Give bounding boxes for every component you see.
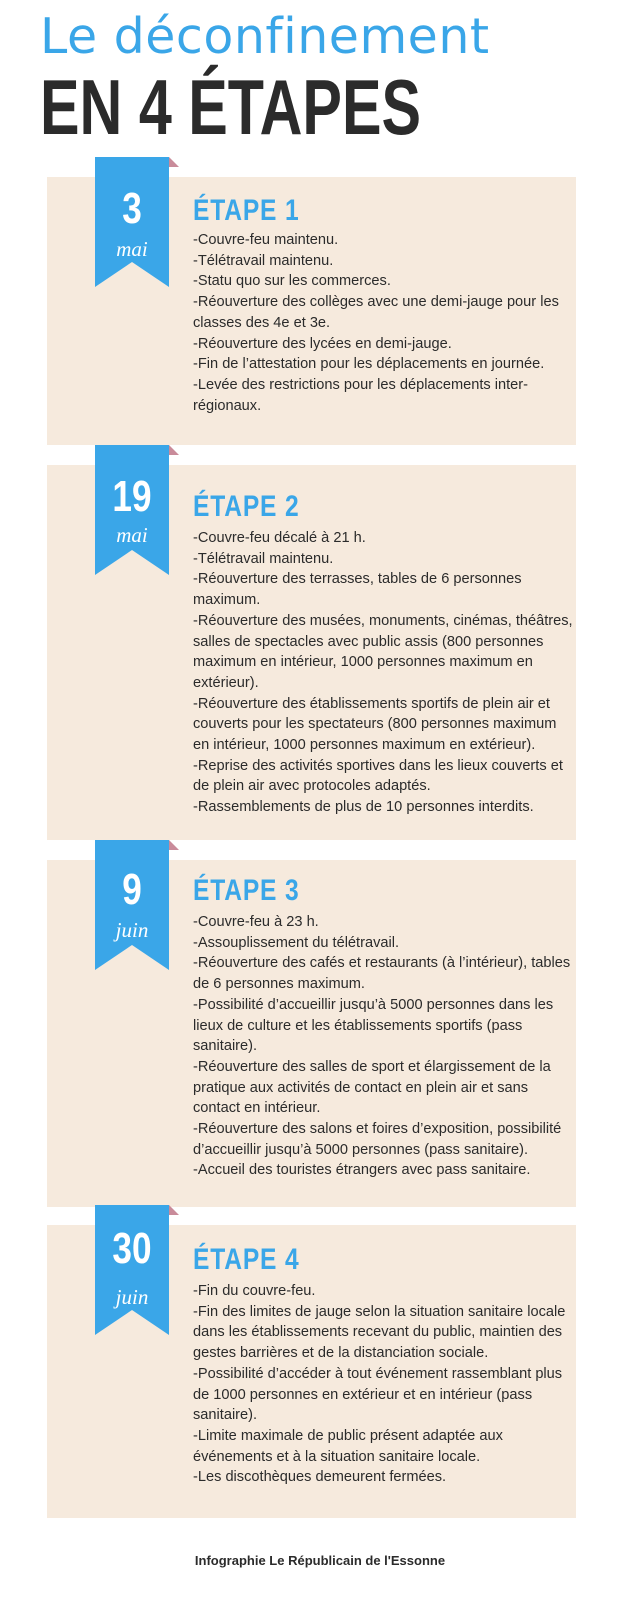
measure-item: -Fin des limites de jauge selon la situation sanitaire locale dans les établissements recevant du public, maintien des gestes barrières et de la distanciation sociale. (193, 1303, 566, 1362)
measure-item: -Les discothèques demeurent fermées. (193, 1469, 447, 1486)
date-ribbon (95, 1205, 179, 1335)
step-measures (193, 912, 573, 1181)
step-title: ÉTAPE 3 (193, 874, 300, 907)
measure-item: -Réouverture des musées, monuments, cinémas, théâtres, salles de spectacles avec public assis (800 personnes maximum en intérieur, 1000 personnes maximum en extérieur). (193, 612, 573, 691)
step-measures (193, 1281, 573, 1488)
ribbon-day: 19 (112, 472, 152, 521)
measure-item: -Couvre-feu décalé à 21 h. (193, 530, 366, 546)
measure-item: -Levée des restrictions pour les déplacements inter-régionaux. (193, 376, 529, 414)
measure-item: -Fin du couvre-feu. (193, 1283, 316, 1299)
measure-item: -Accueil des touristes étrangers avec pass sanitaire. (193, 1162, 531, 1179)
measure-item: -Télétravail maintenu. (193, 550, 334, 567)
ribbon-month: mai (116, 237, 148, 261)
footer-credit: Infographie Le Républicain de l'Essonne (194, 1553, 446, 1568)
ribbon-day: 30 (112, 1224, 152, 1273)
measure-item: -Rassemblements de plus de 10 personnes interdits. (193, 799, 534, 816)
measure-item: -Réouverture des lycées en demi-jauge. (193, 335, 452, 352)
measure-item: -Possibilité d’accueillir jusqu’à 5000 personnes dans les lieux de culture et les établissements sportifs (pass sanitaire). (193, 996, 554, 1055)
step-title: ÉTAPE 1 (193, 194, 300, 227)
measure-item: -Statu quo sur les commerces. (193, 273, 391, 290)
measure-item: -Possibilité d’accéder à tout événement rassemblant plus de 1000 personnes en extérieur et en intérieur (pass sanitaire). (193, 1365, 563, 1424)
date-ribbon (95, 157, 179, 287)
date-ribbon (95, 840, 179, 970)
step-title: ÉTAPE 2 (193, 490, 300, 523)
step-measures (193, 230, 573, 416)
measure-item: -Couvre-feu à 23 h. (193, 914, 319, 930)
step-measures (193, 528, 573, 818)
page-title: Le déconfinement (40, 8, 490, 65)
ribbon-month: mai (116, 523, 148, 547)
measure-item: -Réouverture des salons et foires d’exposition, possibilité d’accueillir jusqu’à 5000 personnes (pass sanitaire). (193, 1121, 562, 1158)
date-ribbon (95, 445, 179, 575)
measure-item: -Télétravail maintenu. (193, 252, 334, 269)
measure-item: -Réouverture des terrasses, tables de 6 personnes maximum. (193, 571, 522, 609)
ribbon-month: juin (115, 918, 149, 942)
ribbon-day: 3 (122, 184, 142, 233)
ribbon-day: 9 (122, 865, 142, 914)
measure-item: -Couvre-feu maintenu. (193, 232, 339, 248)
page-subtitle: EN 4 ÉTAPES (40, 63, 422, 151)
measure-item: -Limite maximale de public présent adaptée aux événements et à la situation sanitaire locale. (193, 1427, 503, 1465)
measure-item: -Réouverture des cafés et restaurants (à l’intérieur), tables de 6 personnes maximum. (193, 955, 571, 993)
ribbon-month: juin (115, 1285, 149, 1309)
measure-item: -Réouverture des salles de sport et élargissement de la pratique aux activités de contact en plein air et sans contact en intérieur. (193, 1058, 551, 1117)
measure-item: -Reprise des activités sportives dans les lieux couverts et de plein air avec protocoles adaptés. (193, 757, 563, 795)
step-title: ÉTAPE 4 (193, 1243, 300, 1276)
measure-item: -Réouverture des collèges avec une demi-jauge pour les classes des 4e et 3e. (193, 294, 559, 331)
measure-item: -Fin de l’attestation pour les déplacements en journée. (193, 356, 545, 373)
measure-item: -Assouplissement du télétravail. (193, 934, 400, 951)
measure-item: -Réouverture des établissements sportifs de plein air et couverts pour les spectateurs (800 personnes maximum en intérieur, 1000 personnes maximum en extérieur). (193, 695, 557, 754)
